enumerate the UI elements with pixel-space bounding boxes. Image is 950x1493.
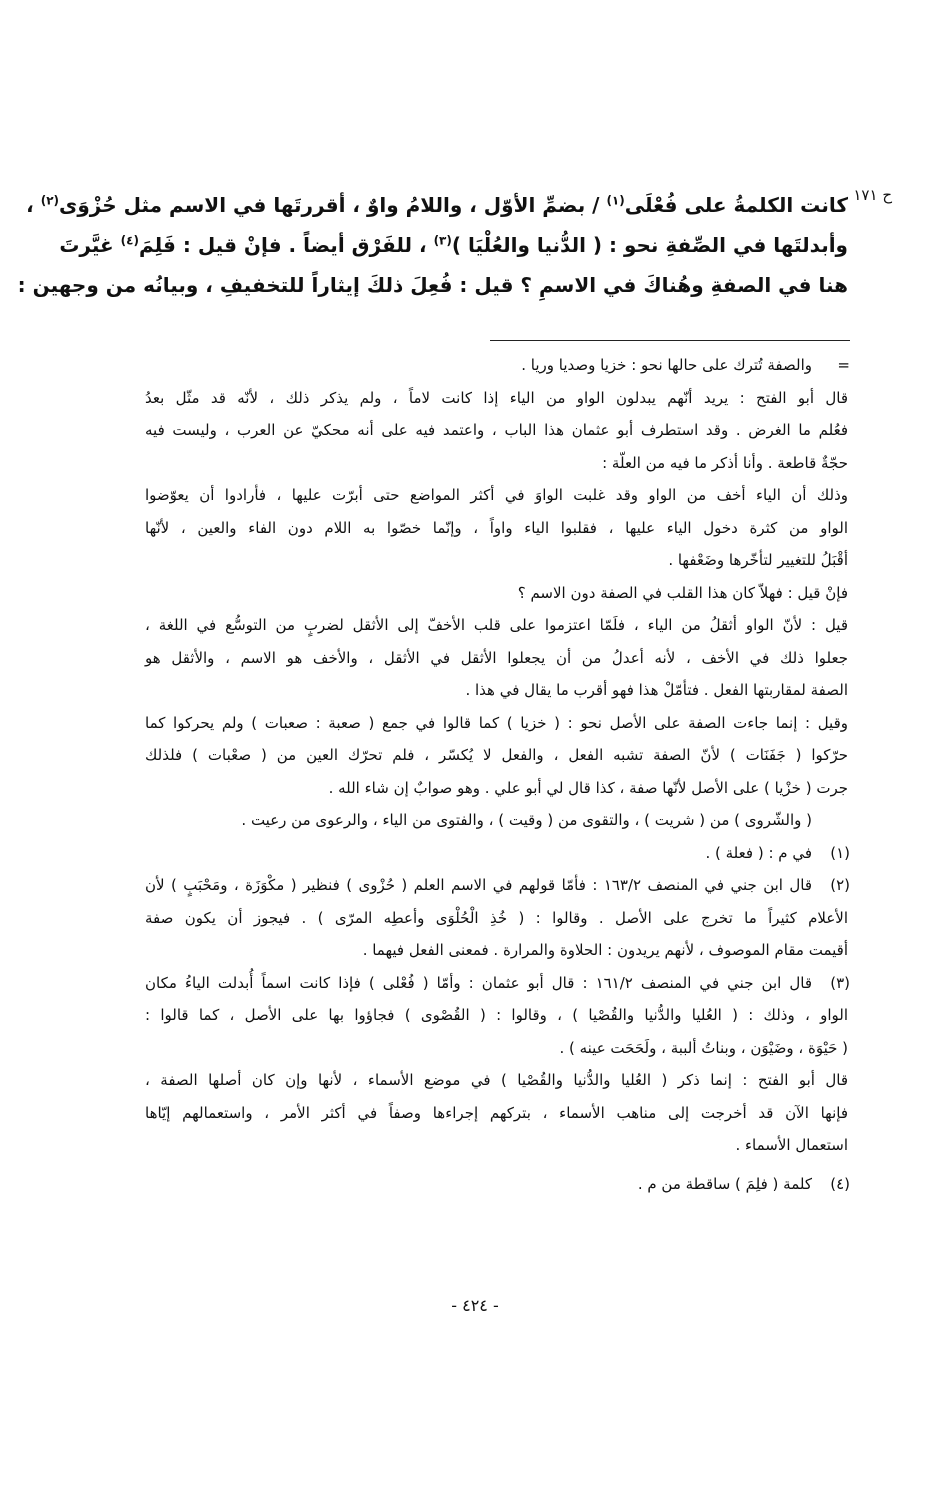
footnote-1 [145, 837, 848, 870]
note-text: والصفة تُترك على حالها نحو : خزيا وصديا وريا . [521, 356, 812, 374]
footnote-line: قال أبو الفتح : إنما ذكر ( العُليا والدُّنيا والقُصْيا ) في موضع الأسماء ، لأنها وإن كان أصلها الصفة ، [145, 1071, 848, 1089]
main-text [17, 185, 848, 305]
footnote-ref[interactable]: (٤) [120, 233, 139, 248]
footnote-separator [490, 340, 850, 341]
footnote-line: الواو ، وذلك : ( العُليا والدُّنيا والقُصْيا ) ، وقالوا : ( القُصْوى ) فجاؤوا بها على الأصل ، كما قالوا : [145, 1006, 848, 1024]
note-line: قيل : لأنّ الواو أثقلُ من الياء ، فلَمّا اعتزموا على قلب الأخفّ إلى الأثقل لضربٍ من التوسُّع في اللغة ، [145, 616, 848, 634]
text-segment: وأبدلتَها في الصِّفةِ نحو : ( الدُّنيا والعُلْيَا ) [451, 233, 848, 257]
page-number: - ٤٢٤ - [451, 1296, 499, 1315]
main-line [59, 225, 848, 265]
note-line: جرت ( خزْيا ) على الأصل لأنّها صفة ، كذا قال لي أبو علي . وهو صوابٌ إن شاء الله . [328, 778, 848, 797]
footnote-line: الأعلام كثيراً ما تخرج على الأصل . وقالوا : ( خُذِ الْحُلْوَى وأعطِه المرّى ) . فيجوز أن يكون صفة [145, 908, 848, 927]
footnote-2 [145, 869, 848, 902]
footnote-line: ( حَيْوَة ، وضَيْوَن ، وبناتُ ألببة ، ولَحَحَت عينه ) . [559, 1038, 848, 1057]
note-line: الواو من كثرة دخول الياء عليها ، فقلبوا الياء واواً ، وإنّما خصّوا به اللام دون الفاء والعين ، لأنّها [145, 518, 848, 537]
footnote-number: (٤) [830, 1174, 850, 1193]
note-line: وذلك أن الياء أخف من الواو وقد غلبت الواوَ في أكثر المواضع حتى أبرّت عليها ، فأرادوا أن يعوّضوا [145, 486, 848, 504]
footnote-text: قال ابن جني في المنصف ١٦١/٢ : قال أبو عثمان : وأمّا ( فُعْلى ) فإذا كانت اسماً أُبدلت الياءُ مكان [145, 973, 812, 992]
footnote-line: استعمال الأسماء . [735, 1136, 848, 1154]
footnote-text: كلمة ( فلِمَ ) ساقطة من م . [637, 1174, 812, 1193]
note-line: حرّكوا ( جَفَنَات ) لأنّ الصفة تشبه الفعل ، والفعل لا يُكسّر ، فلم تحرّك العين من ( صعْبات ) فلذلك [145, 746, 848, 764]
main-line: هنا في الصفةِ وهُناكَ في الاسمِ ؟ قيل : فُعِلَ ذلكَ إيثاراً للتخفيفِ ، وبيانُه من وجهين : [17, 273, 848, 297]
text-segment: غيَّرتَ [59, 233, 121, 257]
note-line: قال أبو الفتح : يريد أنّهم يبدلون الواو من الياء إذا كانت لاماً ، ولم يذكر ذلك ، لأنّه قد مثّل بعدُ [145, 388, 848, 407]
note-line: وقيل : إنما جاءت الصفة على الأصل نحو : ( خزيا ) كما قالوا في جمع ( صعبة : صعبات ) ولم يحركوا كما [145, 713, 848, 732]
footnote-3 [145, 967, 848, 1000]
footnote-text: قال ابن جني في المنصف ١٦٣/٢ : فأمّا قولهم في الاسم العلم ( حُزْوى ) فنظير ( مكْوَزَة ، ومَحْبَبٍ ) لأن [145, 876, 813, 894]
footnote-ref[interactable]: (٢) [40, 193, 60, 208]
text-segment: ، للفَرْق أيضاً . فإنْ قيل : فَلِمَ [138, 233, 434, 257]
note-line: فإنْ قيل : فهلاّ كان هذا القلب في الصفة دون الاسم ؟ [517, 583, 848, 602]
footnote-number: (٣) [830, 973, 850, 992]
text-segment: / بضمِّ الأوّل ، واللامُ واوٌ ، أقررتَها في الاسم مثل حُزْوَى [59, 193, 607, 217]
notes-section [145, 349, 848, 1200]
note-line: فعُلم ما الغرض . وقد استطرف أبو عثمان هذا الباب ، واعتمد فيه على أنه محكيّ عن العرب ، وليست فيه [145, 421, 848, 439]
footnote-4 [145, 1168, 848, 1201]
note-line: حجّةٌ قاطعة . وأنا أذكر ما فيه من العلّة : [602, 453, 848, 472]
note-line: الصفة لمقاربتها الفعل . فتأمّلْ هذا فهو أقرب ما يقال في هذا . [465, 681, 848, 699]
note-line [145, 349, 848, 382]
footnote-line: فإنها الآن قد أخرجت إلى مناهب الأسماء ، بتركهم إجراءها وصفاً في أكثر الأمر ، واستعمالهم إيّاها [145, 1103, 848, 1122]
main-line [26, 185, 848, 225]
continuation-marker: = [837, 356, 850, 374]
footnote-number: (٢) [830, 876, 850, 894]
footnote-line: أقيمت مقام الموصوف ، لأنهم يريدون : الحلاوة والمرارة . فمعنى الفعل فيهما . [362, 941, 848, 959]
text-segment: ، [26, 193, 41, 217]
margin-reference: ح ١٧١ [853, 186, 892, 204]
footnote-number: (١) [830, 843, 850, 862]
footnote-text: في م : ( فعلة ) . [705, 843, 812, 862]
note-line: أقْبَلُ للتغيير لتأخّرها وضَعْفها . [668, 551, 848, 569]
text-segment: كانت الكلمةُ على فُعْلَى [624, 193, 848, 217]
footnote-ref[interactable]: (١) [606, 193, 625, 208]
note-line: جعلوا ذلك في الأخف ، لأنه أعدلُ من أن يجعلوا الأثقل في الأثقل ، والأخف هو الاسم ، والأثقل هو [145, 648, 848, 667]
footnote-ref[interactable]: (٣) [433, 233, 452, 248]
note-line: ( والشّروى ) من ( شريت ) ، والتقوى من ( وقيت ) ، والفتوى من الياء ، والرعوى من رعيت . [241, 811, 812, 829]
